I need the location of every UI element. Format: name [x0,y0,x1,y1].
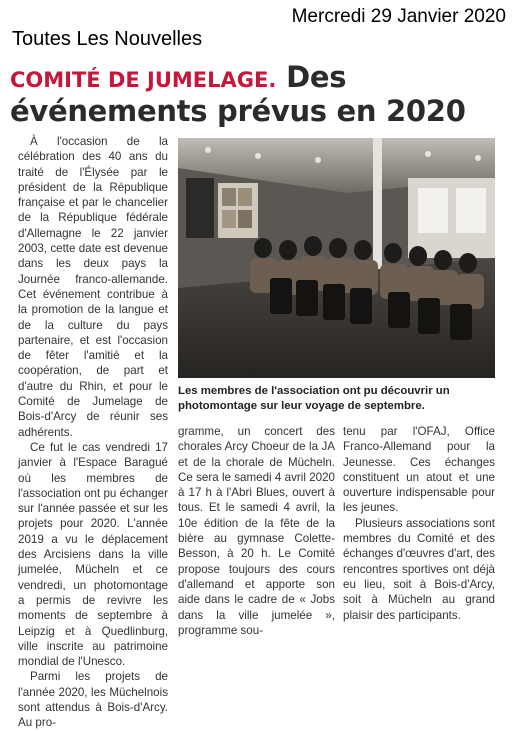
paragraph: À l'occasion de la célébration des 40 ans du traité de l'Élysée par le président de la République française et par le chancelier de la République fédérale d'Allemagne le 22 janvier 2003, cette date est devenue dans les deux pays la Journée franco-allemande. Cet événement contribue à la promotion de la langue et de la culture du pays partenaire, et est l'occasion de fêter l'amitié et la coopération, de part et d'autre du Rhin, et pour le Comité de Jumelage de Bois-d'Arcy de réunir ses adhérents. [18,135,168,439]
paragraph: gramme, un concert des chorales Arcy Choeur de la JA et de la chorale de Mücheln. Ce sera le samedi 4 avril 2020 à 17 h à l'Abri Blues, ouvert à tous. Et le samedi 4 avril, la 10e édition de la fête de la bière au gymnase Colette-Besson, à 20 h. Le Comité propose toujours des cours d'allemand et apporte son aide dans le cadre de « Jobs dans la ville jumelée », programme sou- [178,425,335,637]
paragraph: tenu par l'OFAJ, Office Franco-Allemand pour la Jeunesse. Ces échanges constituent un atout et une ouverture indispensable pour les jeunes. [343,425,495,515]
publication-name: Toutes Les Nouvelles [12,28,203,50]
audience-photo-illustration [178,138,495,378]
issue-date: Mercredi 29 Janvier 2020 [291,6,506,27]
article-photo [178,138,495,378]
article-column-2 [178,424,335,638]
paragraph: Ce fut le cas vendredi 17 janvier à l'Espace Baragué où les membres de l'association ont pu échanger sur l'année passée et sur les projets pour 2020. L'année 2019 a vu le déplacement des Arcisiens dans la ville jumelée, Mücheln et ce vendredi, un photomontage a permis de revivre les moments de septembre à Leipzig et à Quedlinburg, ville inscrite au patrimoine mondial de l'Unesco. [18,440,168,669]
headline [10,62,510,127]
paragraph: Parmi les projets de l'année 2020, les Müchelnois sont attendus à Bois-d'Arcy. Au pro- [18,670,168,730]
photo-caption: Les membres de l'association ont pu découvrir un photomontage sur leur voyage de septembre. [178,385,450,412]
article-column-1 [18,134,168,731]
headline-kicker: COMITÉ DE JUMELAGE. [10,68,277,92]
headline-title: Des événements prévus en 2020 [10,60,466,128]
paragraph: Plusieurs associations sont membres du Comité et des échanges d'œuvres d'art, des rencontres sportives ont déjà eu lieu, soit à Bois-d'Arcy, soit à Mücheln au grand plaisir des participants. [343,516,496,622]
article-column-3 [343,424,495,623]
